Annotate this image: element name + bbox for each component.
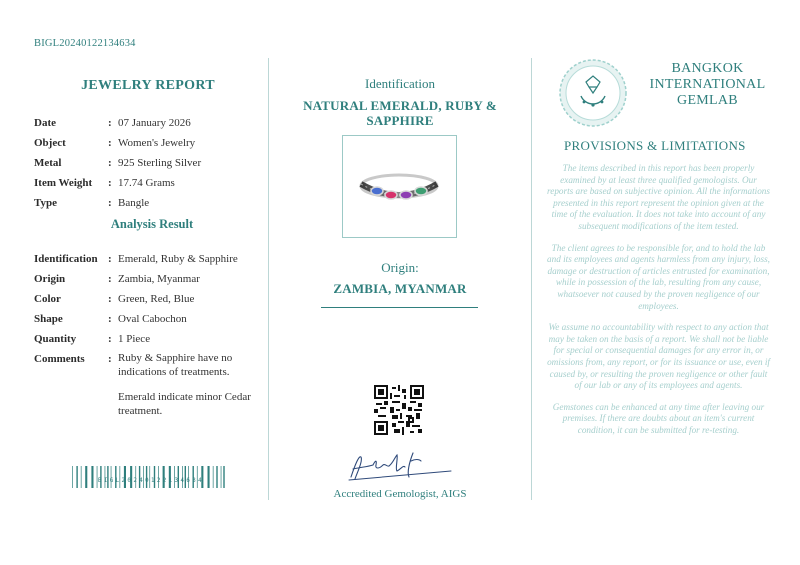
analysis-value: Green, Red, Blue xyxy=(118,293,195,305)
detail-row-object: Object : Women's Jewelry xyxy=(34,133,262,153)
detail-row-type: Type : Bangle xyxy=(34,193,262,213)
signature xyxy=(343,447,458,487)
analysis-value: 1 Piece xyxy=(118,333,151,345)
analysis-label: Color xyxy=(34,293,61,305)
detail-value: Bangle xyxy=(118,197,150,209)
analysis-value: Zambia, Myanmar xyxy=(118,273,200,285)
detail-label: Object xyxy=(34,137,66,149)
provisions-paragraph: Gemstones can be enhanced at any time after leaving our premises. If there are doubts about an item's current condition, it can be submitted for re-testing. xyxy=(552,401,765,435)
detail-row-weight: Item Weight : 17.74 Grams xyxy=(34,173,262,193)
column-divider xyxy=(268,58,269,500)
detail-row-metal: Metal : 925 Sterling Silver xyxy=(34,153,262,173)
analysis-value: Oval Cabochon xyxy=(118,313,187,325)
analysis-title: Analysis Result xyxy=(110,217,194,231)
origin-value: ZAMBIA, MYANMAR xyxy=(333,281,467,296)
column-divider xyxy=(531,58,532,500)
detail-label: Metal xyxy=(34,157,62,169)
comment-note: Emerald indicate minor Cedar treatment. xyxy=(118,391,251,417)
identification-name: NATURAL EMERALD, RUBY & SAPPHIRE xyxy=(303,98,497,128)
detail-label: Type xyxy=(34,197,58,209)
analysis-row-identification: Identification : Emerald, Ruby & Sapphire xyxy=(34,249,262,269)
analysis-label: Identification xyxy=(34,253,98,265)
identification-label: Identification xyxy=(364,76,436,91)
barcode-number: BIGL20240122134634 xyxy=(97,478,205,484)
identification-block xyxy=(300,76,500,128)
analysis-row-shape: Shape : Oval Cabochon xyxy=(34,309,262,329)
analysis-value: Ruby & Sapphire have no indications of treatments. xyxy=(118,352,233,378)
detail-value: 925 Sterling Silver xyxy=(118,157,202,169)
qr-code xyxy=(374,385,424,435)
detail-row-date: Date : 07 January 2026 xyxy=(34,113,262,133)
detail-value: 07 January 2026 xyxy=(118,117,191,129)
bangle-image xyxy=(343,136,456,237)
analysis-label: Quantity xyxy=(34,333,77,345)
report-id: BIGL20240122134634 xyxy=(34,38,136,49)
analysis-label: Shape xyxy=(34,313,63,325)
analysis-row-origin: Origin : Zambia, Myanmar xyxy=(34,269,262,289)
analysis-label: Comments xyxy=(34,353,85,365)
gemlab-logo-icon xyxy=(558,58,628,128)
detail-value: Women's Jewelry xyxy=(118,137,196,149)
provisions-paragraph: The items described in this report has been properly examined by at least three qualified gemologists. Our reports are based on subjective opinion. All the informations presented in this report represent the opinion given at the time of the evaluation. It does not take into account of any subsequent modifications of the item tested. xyxy=(547,163,770,231)
report-title: JEWELRY REPORT xyxy=(81,78,215,93)
lab-name: BANGKOK INTERNATIONAL GEMLAB xyxy=(649,61,766,108)
analysis-list xyxy=(34,249,262,418)
analysis-row-quantity: Quantity : 1 Piece xyxy=(34,329,262,349)
gemologist-caption: Accredited Gemologist, AIGS xyxy=(333,488,467,500)
provisions-title: PROVISIONS & LIMITATIONS xyxy=(564,138,746,153)
analysis-label: Origin xyxy=(34,273,66,285)
analysis-value: Emerald, Ruby & Sapphire xyxy=(118,253,238,265)
analysis-row-comments: Comments : Ruby & Sapphire have no indications of treatments. xyxy=(34,349,262,379)
analysis-row-color: Color : Green, Red, Blue xyxy=(34,289,262,309)
detail-value: 17.74 Grams xyxy=(118,177,175,189)
provisions-paragraph: We assume no accountability with respect to any action that may be taken on the basis of a report. We shall not be liable for special or consequential damages for any error in, or omissions from, any report, or for its issuance or use, even if caused by, or resulting the proven negligence or other fault of our lab or any of its employees and agents. xyxy=(547,322,770,391)
provisions-text xyxy=(546,163,771,446)
detail-label: Date xyxy=(34,117,56,129)
report-details-panel xyxy=(34,78,262,418)
origin-underline xyxy=(321,307,478,308)
provisions-paragraph: The client agrees to be responsible for, and to hold the lab and its employees and agents harmless from any injury, loss, damage or destruction of articles entrusted for examination, while in possession of the lab, resulting from any cause, whatsoever not caused by the proven negligence of our employees. xyxy=(547,242,770,311)
barcode xyxy=(72,466,230,488)
detail-label: Item Weight xyxy=(34,177,93,189)
details-list xyxy=(34,113,262,213)
origin-label: Origin: xyxy=(381,260,419,275)
item-photo xyxy=(342,135,457,238)
